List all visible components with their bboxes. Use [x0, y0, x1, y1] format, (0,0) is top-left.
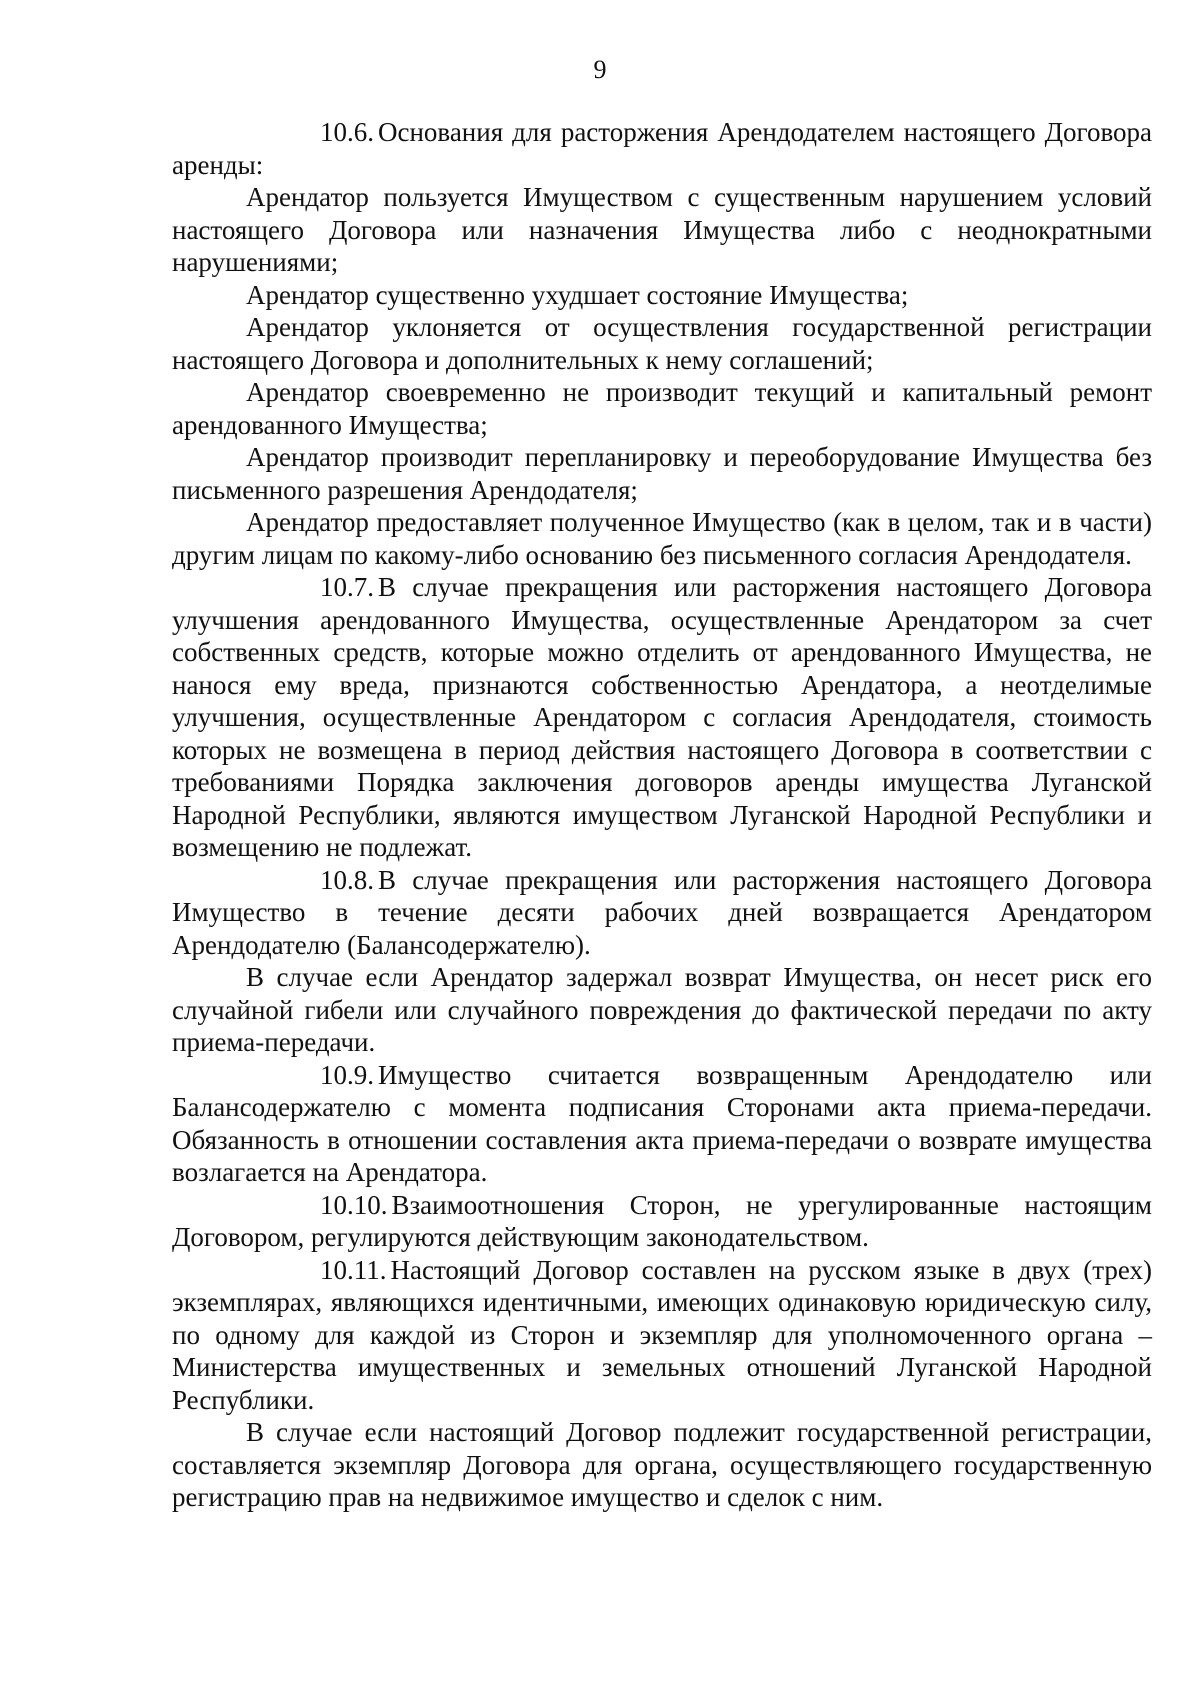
paragraph-10-8 [172, 864, 1152, 962]
clause-number: 10.8. [320, 864, 374, 895]
paragraph-text: Арендатор уклоняется от осуществления государственной регистрации настоящего Договора и дополнительных к нему соглашений; [172, 312, 1152, 375]
paragraph-text: Взаимоотношения Сторон, не урегулированные настоящим Договором, регулируются действующим законодательством. [172, 1189, 1152, 1252]
clause-number: 10.7. [320, 572, 374, 602]
paragraph-text: В случае если Арендатор задержал возврат Имущества, он несет риск его случайной гибели или случайного повреждения до фактической передачи по акту приема-передачи. [172, 962, 1152, 1057]
paragraph-item [172, 376, 1152, 441]
paragraph-text: Основания для расторжения Арендодателем настоящего Договора аренды: [172, 117, 1152, 180]
paragraph-text: Настоящий Договор составлен на русском языке в двух (трех) экземплярах, являющихся идентичными, имеющих одинаковую юридическую силу, по одному для каждой из Сторон и экземпляр для уполномоченного органа – Министерства имущественных и земельных отношений Луганской Народной Республики. [172, 1254, 1152, 1415]
paragraph-text: Арендатор производит перепланировку и переоборудование Имущества без письменного разрешения Арендодателя; [172, 442, 1152, 505]
paragraph-text: Имущество считается возвращенным Арендодателю или Балансодержателю с момента подписания Сторонами акта приема-передачи. Обязанность в отношении составления акта приема-передачи о возврате имущества возлагается на Арендатора. [172, 1059, 1152, 1187]
paragraph-text: Арендатор предоставляет полученное Имущество (как в целом, так и в части) другим лицам по какому-либо основанию без письменного согласия Арендодателя. [172, 507, 1152, 570]
paragraph-item [172, 181, 1152, 279]
paragraph-item [172, 961, 1152, 1059]
page-number: 9 [593, 55, 607, 84]
paragraph-item [172, 506, 1152, 571]
paragraph-item [172, 279, 1152, 312]
paragraph-10-10 [172, 1189, 1152, 1254]
paragraph-item [172, 441, 1152, 506]
paragraph-text: Арендатор пользуется Имуществом с существенным нарушением условий настоящего Договора или назначения Имущества либо с неоднократными нарушениями; [172, 182, 1152, 277]
document-body [172, 116, 1152, 1514]
paragraph-10-11 [172, 1254, 1152, 1417]
paragraph-10-6 [172, 116, 1152, 181]
clause-number: 10.6. [320, 117, 374, 147]
paragraph-text: Арендатор своевременно не производит текущий и капитальный ремонт арендованного Имущества; [172, 377, 1152, 440]
paragraph-item [172, 1416, 1152, 1514]
paragraph-10-7 [172, 571, 1152, 864]
paragraph-text: В случае прекращения или расторжения настоящего Договора улучшения арендованного Имущества, осуществленные Арендатором за счет собственных средств, которые можно отделить от арендованного Имущества, не нанося ему вреда, признаются собственностью Арендатора, а неотделимые улучшения, осуществленные Арендатором с согласия Арендодателя, стоимость которых не возмещена в период действия настоящего Договора в соответствии с требованиями Порядка заключения договоров аренды имущества Луганской Народной Республики, являются имуществом Луганской Народной Республики и возмещению не подлежат. [172, 572, 1152, 862]
paragraph-10-9 [172, 1059, 1152, 1189]
paragraph-text: В случае прекращения или расторжения настоящего Договора Имущество в течение десяти рабочих дней возвращается Арендатором Арендодателю (Балансодержателю). [172, 864, 1152, 960]
clause-number: 10.11. [320, 1254, 387, 1285]
clause-number: 10.10. [320, 1189, 388, 1220]
clause-number: 10.9. [320, 1059, 374, 1090]
paragraph-text: Арендатор существенно ухудшает состояние Имущества; [246, 279, 909, 310]
paragraph-text: В случае если настоящий Договор подлежит государственной регистрации, составляется экземпляр Договора для органа, осуществляющего государственную регистрацию прав на недвижимое имущество и сделок с ним. [172, 1417, 1152, 1512]
paragraph-item [172, 311, 1152, 376]
